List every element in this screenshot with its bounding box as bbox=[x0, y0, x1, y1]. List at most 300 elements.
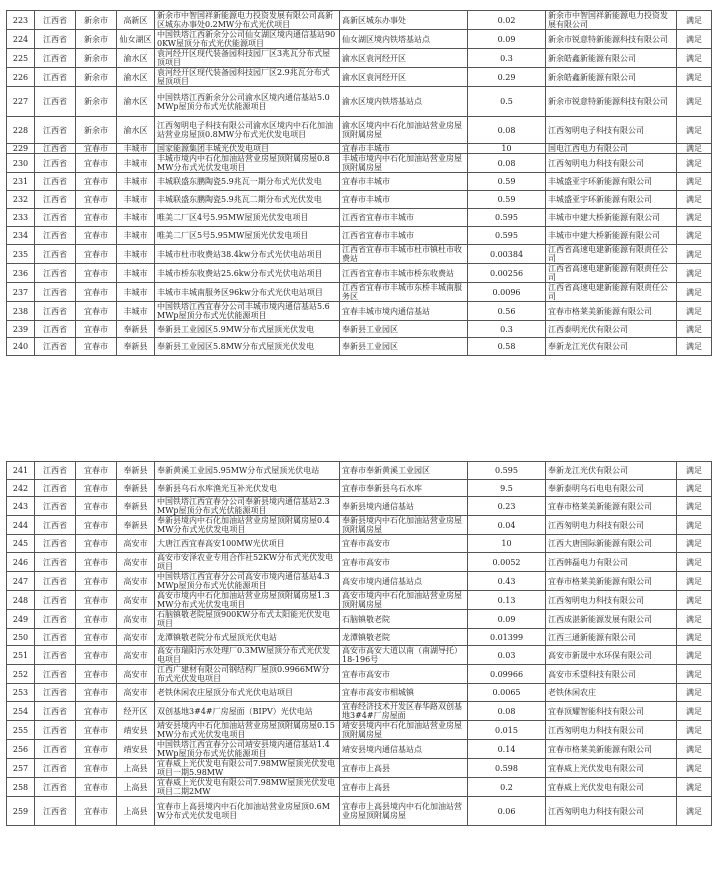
cell-company: 宜春市格莱美新能源有限公司 bbox=[546, 740, 677, 759]
cell-province: 江西省 bbox=[35, 702, 76, 721]
cell-project: 中国铁塔江西新余分公司渝水区境内通信基站5.0MWp屋顶分布式光伏能源项目 bbox=[155, 87, 340, 117]
cell-city: 宜春市 bbox=[76, 759, 117, 778]
cell-province: 江西省 bbox=[35, 797, 76, 826]
cell-city: 宜春市 bbox=[76, 302, 117, 321]
cell-company: 江西省高速电建新能源有限责任公司 bbox=[546, 264, 677, 283]
cell-status: 满足 bbox=[677, 629, 712, 646]
cell-capacity: 0.08 bbox=[468, 702, 546, 721]
cell-status: 满足 bbox=[677, 68, 712, 87]
cell-company: 新余市中智国祥新能源电力投资发展有限公司 bbox=[546, 11, 677, 30]
cell-province: 江西省 bbox=[35, 778, 76, 797]
cell-province: 江西省 bbox=[35, 321, 76, 338]
cell-city: 新余市 bbox=[76, 49, 117, 68]
cell-project: 大唐江西宜春高安100MW光伏项目 bbox=[155, 535, 340, 553]
cell-location: 宜春市上高县境内中石化加油站营业房屋顶附属房屋 bbox=[340, 797, 468, 826]
cell-no: 227 bbox=[7, 87, 35, 117]
cell-company: 丰城市中建大桥新能源有限公司 bbox=[546, 209, 677, 227]
cell-province: 江西省 bbox=[35, 87, 76, 117]
cell-status: 满足 bbox=[677, 572, 712, 591]
cell-province: 江西省 bbox=[35, 283, 76, 302]
cell-province: 江西省 bbox=[35, 264, 76, 283]
cell-company: 老铁休闲农庄 bbox=[546, 684, 677, 702]
cell-status: 满足 bbox=[677, 227, 712, 245]
cell-province: 江西省 bbox=[35, 338, 76, 356]
cell-capacity: 0.29 bbox=[468, 68, 546, 87]
cell-status: 满足 bbox=[677, 87, 712, 117]
cell-status: 满足 bbox=[677, 154, 712, 173]
cell-company: 丰城盛亚宇环新能源有限公司 bbox=[546, 173, 677, 191]
cell-capacity: 0.595 bbox=[468, 227, 546, 245]
cell-no: 259 bbox=[7, 797, 35, 826]
cell-capacity: 0.43 bbox=[468, 572, 546, 591]
cell-capacity: 0.59 bbox=[468, 191, 546, 209]
cell-status: 满足 bbox=[677, 535, 712, 553]
cell-no: 258 bbox=[7, 778, 35, 797]
project-table-top bbox=[6, 10, 712, 356]
table-row bbox=[7, 759, 712, 778]
cell-status: 满足 bbox=[677, 740, 712, 759]
cell-district: 丰城市 bbox=[117, 283, 155, 302]
cell-city: 宜春市 bbox=[76, 684, 117, 702]
cell-capacity: 0.595 bbox=[468, 462, 546, 480]
cell-status: 满足 bbox=[677, 283, 712, 302]
cell-capacity: 0.09 bbox=[468, 30, 546, 49]
cell-no: 236 bbox=[7, 264, 35, 283]
cell-capacity: 10 bbox=[468, 144, 546, 154]
cell-district: 高安市 bbox=[117, 684, 155, 702]
cell-location: 奉新县境内通信基站 bbox=[340, 497, 468, 516]
table-row bbox=[7, 665, 712, 684]
cell-status: 满足 bbox=[677, 144, 712, 154]
cell-district: 渝水区 bbox=[117, 117, 155, 144]
cell-status: 满足 bbox=[677, 797, 712, 826]
cell-status: 满足 bbox=[677, 49, 712, 68]
cell-company: 江西省高速电建新能源有限责任公司 bbox=[546, 283, 677, 302]
cell-company: 奉新泰明乌石电电有限公司 bbox=[546, 480, 677, 497]
cell-district: 奉新县 bbox=[117, 516, 155, 535]
cell-company: 奉新龙江光伏有限公司 bbox=[546, 462, 677, 480]
cell-city: 宜春市 bbox=[76, 797, 117, 826]
cell-status: 满足 bbox=[677, 702, 712, 721]
cell-district: 渝水区 bbox=[117, 68, 155, 87]
table-row bbox=[7, 87, 712, 117]
cell-province: 江西省 bbox=[35, 11, 76, 30]
cell-province: 江西省 bbox=[35, 227, 76, 245]
table-row bbox=[7, 227, 712, 245]
cell-location: 宜春市丰城市 bbox=[340, 173, 468, 191]
cell-province: 江西省 bbox=[35, 610, 76, 629]
cell-capacity: 0.59 bbox=[468, 173, 546, 191]
cell-district: 丰城市 bbox=[117, 227, 155, 245]
cell-province: 江西省 bbox=[35, 49, 76, 68]
cell-city: 宜春市 bbox=[76, 209, 117, 227]
cell-capacity: 0.00256 bbox=[468, 264, 546, 283]
cell-project: 石脑镇敬老院屋顶900KW分布式太阳能光伏发电项目 bbox=[155, 610, 340, 629]
table-row bbox=[7, 283, 712, 302]
cell-city: 宜春市 bbox=[76, 144, 117, 154]
cell-location: 高新区城东办事处 bbox=[340, 11, 468, 30]
cell-status: 满足 bbox=[677, 11, 712, 30]
cell-province: 江西省 bbox=[35, 665, 76, 684]
cell-project: 丰城联盛东鹏陶瓷5.9兆瓦二期分布式光伏发电 bbox=[155, 191, 340, 209]
cell-status: 满足 bbox=[677, 480, 712, 497]
cell-province: 江西省 bbox=[35, 191, 76, 209]
cell-district: 高安市 bbox=[117, 610, 155, 629]
cell-location: 宜春经济技术开发区春华路双创基地3#4#厂房屋面 bbox=[340, 702, 468, 721]
cell-company: 宜春市格莱美新能源有限公司 bbox=[546, 572, 677, 591]
cell-province: 江西省 bbox=[35, 535, 76, 553]
cell-district: 丰城市 bbox=[117, 209, 155, 227]
cell-project: 唯美二厂区5号5.95MW屋顶光伏发电项目 bbox=[155, 227, 340, 245]
cell-capacity: 0.03 bbox=[468, 646, 546, 665]
cell-status: 满足 bbox=[677, 497, 712, 516]
cell-location: 丰城市境内中石化加油站营业房屋顶附属房屋 bbox=[340, 154, 468, 173]
cell-district: 丰城市 bbox=[117, 245, 155, 264]
cell-province: 江西省 bbox=[35, 684, 76, 702]
cell-no: 251 bbox=[7, 646, 35, 665]
cell-district: 高新区 bbox=[117, 11, 155, 30]
table-row bbox=[7, 321, 712, 338]
cell-location: 宜春市高安市 bbox=[340, 665, 468, 684]
cell-district: 丰城市 bbox=[117, 302, 155, 321]
table-row bbox=[7, 572, 712, 591]
cell-city: 宜春市 bbox=[76, 721, 117, 740]
cell-location: 宜春市奉新黄溪工业园区 bbox=[340, 462, 468, 480]
cell-project: 中国铁塔江西宜春分公司高安市境内通信基站4.3MWp屋顶分布式光伏能源项目 bbox=[155, 572, 340, 591]
table-row bbox=[7, 610, 712, 629]
cell-location: 江西省宜春市丰城市东桥丰城南服务区 bbox=[340, 283, 468, 302]
table-row bbox=[7, 49, 712, 68]
cell-company: 丰城盛亚宇环新能源有限公司 bbox=[546, 191, 677, 209]
cell-district: 高安市 bbox=[117, 629, 155, 646]
cell-no: 238 bbox=[7, 302, 35, 321]
cell-capacity: 0.595 bbox=[468, 209, 546, 227]
cell-district: 高安市 bbox=[117, 665, 155, 684]
cell-district: 奉新县 bbox=[117, 321, 155, 338]
cell-city: 宜春市 bbox=[76, 646, 117, 665]
cell-project: 奉新黄溪工业园5.95MW分布式屋顶光伏电站 bbox=[155, 462, 340, 480]
cell-project: 高安市安泽农业专用合作社52KW分布式光伏发电项目 bbox=[155, 553, 340, 572]
cell-location: 宜春市高安市相城镇 bbox=[340, 684, 468, 702]
cell-project: 袁河经开区现代装备园科技园厂区2.9兆瓦分布式屋顶项目 bbox=[155, 68, 340, 87]
cell-status: 满足 bbox=[677, 759, 712, 778]
cell-location: 渝水区袁河经开区 bbox=[340, 49, 468, 68]
cell-no: 255 bbox=[7, 721, 35, 740]
cell-no: 241 bbox=[7, 462, 35, 480]
cell-province: 江西省 bbox=[35, 144, 76, 154]
cell-province: 江西省 bbox=[35, 740, 76, 759]
cell-city: 宜春市 bbox=[76, 480, 117, 497]
cell-city: 宜春市 bbox=[76, 154, 117, 173]
cell-no: 250 bbox=[7, 629, 35, 646]
cell-city: 新余市 bbox=[76, 11, 117, 30]
cell-project: 高安市瑞阳污水处理厂0.3MW屋顶分布式光伏发电项目 bbox=[155, 646, 340, 665]
cell-province: 江西省 bbox=[35, 759, 76, 778]
cell-company: 江西成湛新能源发展有限公司 bbox=[546, 610, 677, 629]
cell-province: 江西省 bbox=[35, 209, 76, 227]
cell-company: 宜春市格莱美新能源有限公司 bbox=[546, 302, 677, 321]
cell-company: 新余市锐意特新能源科技有限公司 bbox=[546, 87, 677, 117]
cell-city: 新余市 bbox=[76, 68, 117, 87]
cell-district: 奉新县 bbox=[117, 480, 155, 497]
table-row bbox=[7, 629, 712, 646]
cell-no: 233 bbox=[7, 209, 35, 227]
cell-project: 中国铁塔江西宜春分公司丰城市境内通信基站5.6MWp屋顶分布式光伏能源项目 bbox=[155, 302, 340, 321]
cell-location: 江西省宜春市丰城市杜市镇杜市收费站 bbox=[340, 245, 468, 264]
cell-no: 252 bbox=[7, 665, 35, 684]
cell-province: 江西省 bbox=[35, 553, 76, 572]
cell-city: 宜春市 bbox=[76, 610, 117, 629]
cell-city: 宜春市 bbox=[76, 264, 117, 283]
cell-no: 226 bbox=[7, 68, 35, 87]
cell-province: 江西省 bbox=[35, 245, 76, 264]
cell-location: 宜春市丰城市 bbox=[340, 191, 468, 209]
cell-company: 江西大唐国际新能源有限公司 bbox=[546, 535, 677, 553]
table-row bbox=[7, 11, 712, 30]
cell-city: 宜春市 bbox=[76, 227, 117, 245]
cell-city: 宜春市 bbox=[76, 629, 117, 646]
cell-location: 高安市高安大道以南（南湖导托）18-196号 bbox=[340, 646, 468, 665]
cell-location: 渝水区境内中石化加油站营业房屋顶附属房屋 bbox=[340, 117, 468, 144]
cell-no: 231 bbox=[7, 173, 35, 191]
cell-province: 江西省 bbox=[35, 30, 76, 49]
table-row bbox=[7, 797, 712, 826]
cell-no: 229 bbox=[7, 144, 35, 154]
cell-no: 253 bbox=[7, 684, 35, 702]
cell-project: 中国铁塔江西新余分公司仙女湖区境内通信基站900KW屋顶分布式光伏能源项目 bbox=[155, 30, 340, 49]
table-row bbox=[7, 684, 712, 702]
cell-district: 丰城市 bbox=[117, 264, 155, 283]
cell-province: 江西省 bbox=[35, 497, 76, 516]
cell-city: 新余市 bbox=[76, 117, 117, 144]
cell-capacity: 0.06 bbox=[468, 797, 546, 826]
cell-capacity: 0.58 bbox=[468, 338, 546, 356]
cell-status: 满足 bbox=[677, 338, 712, 356]
cell-capacity: 0.015 bbox=[468, 721, 546, 740]
cell-company: 高安市新晟中水环保有限公司 bbox=[546, 646, 677, 665]
cell-status: 满足 bbox=[677, 302, 712, 321]
cell-province: 江西省 bbox=[35, 721, 76, 740]
cell-status: 满足 bbox=[677, 30, 712, 49]
cell-no: 244 bbox=[7, 516, 35, 535]
cell-province: 江西省 bbox=[35, 516, 76, 535]
cell-district: 奉新县 bbox=[117, 497, 155, 516]
cell-capacity: 0.23 bbox=[468, 497, 546, 516]
cell-city: 宜春市 bbox=[76, 321, 117, 338]
cell-location: 奉新县工业园区 bbox=[340, 321, 468, 338]
cell-city: 新余市 bbox=[76, 30, 117, 49]
cell-capacity: 0.3 bbox=[468, 49, 546, 68]
cell-no: 230 bbox=[7, 154, 35, 173]
cell-location: 宜春市丰城市 bbox=[340, 144, 468, 154]
cell-capacity: 0.04 bbox=[468, 516, 546, 535]
cell-city: 宜春市 bbox=[76, 245, 117, 264]
cell-city: 宜春市 bbox=[76, 535, 117, 553]
cell-capacity: 0.0052 bbox=[468, 553, 546, 572]
table-row bbox=[7, 516, 712, 535]
cell-project: 奉新县境内中石化加油站营业房屋顶附属房屋0.4MW分布式光伏发电项目 bbox=[155, 516, 340, 535]
cell-no: 235 bbox=[7, 245, 35, 264]
cell-status: 满足 bbox=[677, 209, 712, 227]
cell-no: 228 bbox=[7, 117, 35, 144]
cell-project: 袁河经开区现代装备园科技园厂区3兆瓦分布式屋顶项目 bbox=[155, 49, 340, 68]
table-row bbox=[7, 30, 712, 49]
cell-project: 宜春威上光伏发电有限公司7.98MW屋顶光伏发电项目二期2MW bbox=[155, 778, 340, 797]
cell-city: 宜春市 bbox=[76, 665, 117, 684]
cell-no: 257 bbox=[7, 759, 35, 778]
cell-no: 243 bbox=[7, 497, 35, 516]
cell-company: 江西匆明电力科技有限公司 bbox=[546, 797, 677, 826]
cell-company: 江西匆明电力科技有限公司 bbox=[546, 721, 677, 740]
cell-capacity: 0.09966 bbox=[468, 665, 546, 684]
cell-project: 双创基地3#4#厂房屋面（BIPV）光伏电站 bbox=[155, 702, 340, 721]
cell-location: 石脑镇敬老院 bbox=[340, 610, 468, 629]
cell-district: 高安市 bbox=[117, 646, 155, 665]
cell-location: 奉新县境内中石化加油站营业房屋顶附属房屋 bbox=[340, 516, 468, 535]
cell-capacity: 0.13 bbox=[468, 591, 546, 610]
cell-city: 宜春市 bbox=[76, 338, 117, 356]
cell-district: 奉新县 bbox=[117, 462, 155, 480]
cell-company: 江西匆明电力科技有限公司 bbox=[546, 516, 677, 535]
cell-capacity: 0.00384 bbox=[468, 245, 546, 264]
table-row bbox=[7, 154, 712, 173]
cell-city: 宜春市 bbox=[76, 572, 117, 591]
cell-city: 宜春市 bbox=[76, 516, 117, 535]
cell-district: 仙女湖区 bbox=[117, 30, 155, 49]
table-row bbox=[7, 778, 712, 797]
cell-location: 高安市境内通信基站点 bbox=[340, 572, 468, 591]
cell-capacity: 0.2 bbox=[468, 778, 546, 797]
cell-location: 高安市境内中石化加油站营业房屋顶附属房屋 bbox=[340, 591, 468, 610]
cell-district: 靖安县 bbox=[117, 740, 155, 759]
cell-district: 奉新县 bbox=[117, 338, 155, 356]
cell-no: 247 bbox=[7, 572, 35, 591]
cell-status: 满足 bbox=[677, 245, 712, 264]
cell-company: 江西三通新能源有限公司 bbox=[546, 629, 677, 646]
cell-project: 高安市境内中石化加油站营业房屋顶附属房屋1.3MW分布式光伏发电项目 bbox=[155, 591, 340, 610]
cell-capacity: 0.0096 bbox=[468, 283, 546, 302]
cell-district: 渝水区 bbox=[117, 49, 155, 68]
cell-company: 江西韩磊电力有限公司 bbox=[546, 553, 677, 572]
cell-city: 宜春市 bbox=[76, 702, 117, 721]
cell-company: 奉新龙江光伏有限公司 bbox=[546, 338, 677, 356]
cell-company: 江西省高速电建新能源有限责任公司 bbox=[546, 245, 677, 264]
cell-status: 满足 bbox=[677, 117, 712, 144]
cell-district: 上高县 bbox=[117, 797, 155, 826]
cell-capacity: 0.0065 bbox=[468, 684, 546, 702]
cell-status: 满足 bbox=[677, 264, 712, 283]
cell-district: 丰城市 bbox=[117, 191, 155, 209]
cell-district: 高安市 bbox=[117, 553, 155, 572]
cell-no: 237 bbox=[7, 283, 35, 302]
cell-district: 丰城市 bbox=[117, 144, 155, 154]
cell-project: 江西广建材有限公司钢结构厂屋顶0.9966MW分布式光伏发电项目 bbox=[155, 665, 340, 684]
cell-status: 满足 bbox=[677, 191, 712, 209]
cell-no: 239 bbox=[7, 321, 35, 338]
cell-company: 新余市锐意特新能源科技有限公司 bbox=[546, 30, 677, 49]
cell-district: 高安市 bbox=[117, 591, 155, 610]
cell-company: 丰城市中建大桥新能源有限公司 bbox=[546, 227, 677, 245]
table-row bbox=[7, 209, 712, 227]
cell-location: 江西省宜春市丰城市桥东收费站 bbox=[340, 264, 468, 283]
cell-city: 新余市 bbox=[76, 87, 117, 117]
cell-city: 宜春市 bbox=[76, 553, 117, 572]
cell-city: 宜春市 bbox=[76, 191, 117, 209]
cell-location: 宜春市上高县 bbox=[340, 759, 468, 778]
cell-company: 宜春市格莱美新能源有限公司 bbox=[546, 497, 677, 516]
cell-status: 满足 bbox=[677, 610, 712, 629]
cell-project: 丰城市桥东收费站25.6kw分布式光伏电站项目 bbox=[155, 264, 340, 283]
cell-capacity: 0.56 bbox=[468, 302, 546, 321]
table-row bbox=[7, 702, 712, 721]
cell-status: 满足 bbox=[677, 665, 712, 684]
cell-capacity: 0.14 bbox=[468, 740, 546, 759]
cell-capacity: 0.01399 bbox=[468, 629, 546, 646]
cell-location: 江西省宜春市丰城市 bbox=[340, 209, 468, 227]
cell-status: 满足 bbox=[677, 646, 712, 665]
cell-district: 高安市 bbox=[117, 572, 155, 591]
table-row bbox=[7, 646, 712, 665]
cell-location: 宜春市高安市 bbox=[340, 535, 468, 553]
cell-capacity: 0.02 bbox=[468, 11, 546, 30]
cell-company: 江西匆明电力科技有限公司 bbox=[546, 154, 677, 173]
cell-capacity: 0.08 bbox=[468, 117, 546, 144]
cell-location: 宜春市奉新县乌石水库 bbox=[340, 480, 468, 497]
cell-city: 宜春市 bbox=[76, 173, 117, 191]
cell-project: 奉新县乌石水库渔光互补光伏发电 bbox=[155, 480, 340, 497]
cell-location: 江西省宜春市丰城市 bbox=[340, 227, 468, 245]
cell-province: 江西省 bbox=[35, 154, 76, 173]
cell-province: 江西省 bbox=[35, 302, 76, 321]
cell-location: 仙女湖区境内铁塔基站点 bbox=[340, 30, 468, 49]
cell-company: 宜春威上光伏发电有限公司 bbox=[546, 759, 677, 778]
cell-no: 254 bbox=[7, 702, 35, 721]
cell-no: 242 bbox=[7, 480, 35, 497]
cell-city: 宜春市 bbox=[76, 497, 117, 516]
cell-province: 江西省 bbox=[35, 572, 76, 591]
cell-status: 满足 bbox=[677, 553, 712, 572]
cell-district: 靖安县 bbox=[117, 721, 155, 740]
cell-province: 江西省 bbox=[35, 462, 76, 480]
cell-location: 宜春市高安市 bbox=[340, 553, 468, 572]
cell-city: 宜春市 bbox=[76, 591, 117, 610]
cell-province: 江西省 bbox=[35, 629, 76, 646]
table-row bbox=[7, 591, 712, 610]
cell-city: 宜春市 bbox=[76, 462, 117, 480]
cell-project: 新余市中智国祥新能源电力投资发展有限公司高新区城东办事处0.2MW分布式光伏项目 bbox=[155, 11, 340, 30]
cell-project: 中国铁塔江西宜春分公司靖安县境内通信基站1.4MWp屋顶分布式光伏能源项目 bbox=[155, 740, 340, 759]
table-row bbox=[7, 535, 712, 553]
cell-capacity: 0.598 bbox=[468, 759, 546, 778]
cell-no: 234 bbox=[7, 227, 35, 245]
cell-status: 满足 bbox=[677, 173, 712, 191]
cell-status: 满足 bbox=[677, 684, 712, 702]
cell-capacity: 0.3 bbox=[468, 321, 546, 338]
cell-project: 靖安县境内中石化加油站营业房屋顶附属房屋0.15MW分布式光伏发电项目 bbox=[155, 721, 340, 740]
cell-no: 232 bbox=[7, 191, 35, 209]
cell-district: 渝水区 bbox=[117, 87, 155, 117]
cell-city: 宜春市 bbox=[76, 283, 117, 302]
cell-no: 246 bbox=[7, 553, 35, 572]
cell-district: 上高县 bbox=[117, 778, 155, 797]
cell-company: 新余皓鑫新能源有限公司 bbox=[546, 49, 677, 68]
cell-province: 江西省 bbox=[35, 480, 76, 497]
table-row bbox=[7, 173, 712, 191]
cell-district: 上高县 bbox=[117, 759, 155, 778]
cell-project: 丰城市境内中石化加油站营业房屋顶附属房屋0.8MW分布式光伏发电项目 bbox=[155, 154, 340, 173]
cell-company: 高安市禾望科技有限公司 bbox=[546, 665, 677, 684]
cell-company: 新余皓鑫新能源有限公司 bbox=[546, 68, 677, 87]
